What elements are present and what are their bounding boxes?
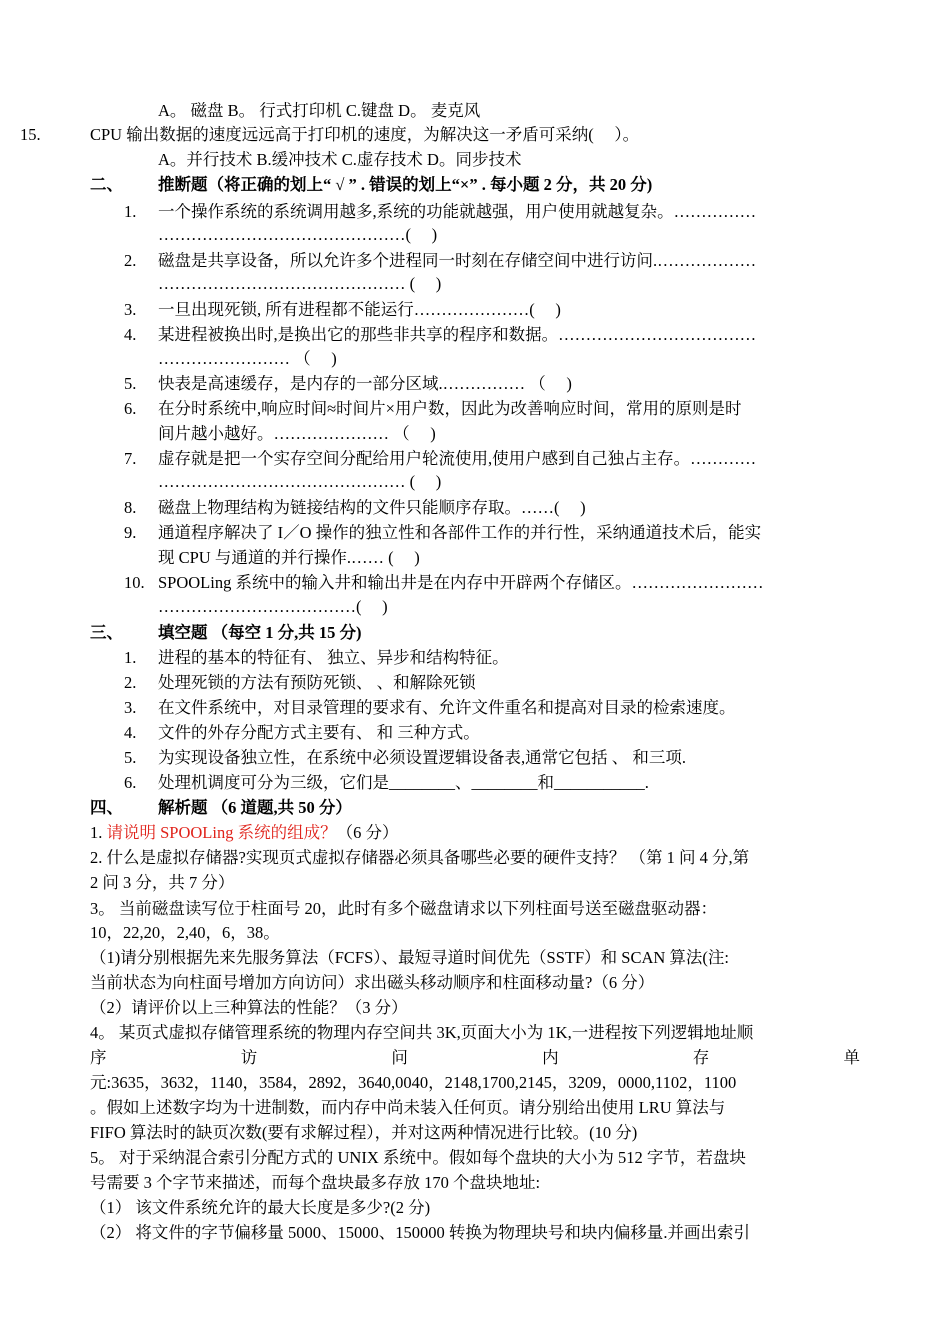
analysis4-word: 存 [692, 1048, 710, 1067]
q15-options: A。并行技术 B.缓冲技术 C.虚存技术 D。同步技术 [158, 150, 522, 169]
judge5-number: 5. [124, 374, 137, 393]
judge2-line1: 磁盘是共享设备，所以允许多个进程同一时刻在存储空间中进行访问.……………… [158, 251, 757, 270]
judge10-line2: ………………………………( ) [158, 597, 388, 616]
judge7-line2: ……………………………………… ( ) [158, 472, 442, 491]
judge9-line2: 现 CPU 与通道的并行操作.…… ( ) [158, 548, 420, 567]
analysis3-line2: 10，22,20，2,40，6，38。 [90, 923, 280, 942]
fill5-number: 5. [124, 748, 137, 767]
analysis4-line4: 。假如上述数字均为十进制数，而内存中尚未装入任何页。请分别给出使用 LRU 算法与 [90, 1098, 726, 1117]
judge1-line1: 一个操作系统的系统调用越多,系统的功能就越强，用户使用就越复杂。…………… [158, 202, 757, 221]
analysis4-word: 序 [90, 1048, 107, 1067]
q15-number: 15. [20, 125, 41, 144]
analysis4-line2 [90, 1047, 860, 1069]
section2-title: 推断题（将正确的划上“ √ ” . 错误的划上“×” . 每小题 2 分，共 20 分) [158, 175, 653, 194]
fill5-text: 为实现设备独立性，在系统中必须设置逻辑设备表,通常它包括 、 和三项. [158, 748, 686, 767]
judge7-number: 7. [124, 449, 137, 468]
analysis4-word: 访 [240, 1048, 258, 1067]
judge9-number: 9. [124, 523, 137, 542]
fill4-text: 文件的外存分配方式主要有、 和 三种方式。 [158, 723, 480, 742]
analysis2-line2: 2 问 3 分，共 7 分） [90, 873, 235, 892]
fill2-number: 2. [124, 673, 137, 692]
analysis1-question: 请说明 SPOOLing 系统的组成？ [106, 823, 337, 842]
judge4-line2: …………………… （ ) [158, 349, 337, 368]
q15-text: CPU 输出数据的速度远远高于打印机的速度，为解决这一矛盾可采纳( ）。 [90, 125, 640, 144]
analysis2-line1: 2. 什么是虚拟存储器?实现页式虚拟存储器必须具备哪些必要的硬件支持？ （第 1 问 4 分,第 [90, 848, 750, 867]
section4-number: 四、 [90, 798, 123, 817]
analysis3-line4: 当前状态为向柱面号增加方向访问）求出磁头移动顺序和柱面移动量?（6 分） [90, 973, 655, 992]
fill4-number: 4. [124, 723, 137, 742]
analysis1 [90, 822, 398, 844]
judge7-line1: 虚存就是把一个实存空间分配给用户轮流使用,使用户感到自己独占主存。………… [158, 449, 757, 468]
analysis5-line1: 5。 对于采纳混合索引分配方式的 UNIX 系统中。假如每个盘块的大小为 512 字节，若盘块 [90, 1148, 746, 1167]
section4-title: 解析题 （6 道题,共 50 分） [158, 798, 352, 817]
analysis5-line3: （1） 该文件系统允许的最大长度是多少?(2 分) [90, 1198, 431, 1217]
judge10-number: 10. [124, 573, 145, 592]
judge4-line1: 某进程被换出时,是换出它的那些非共享的程序和数据。……………………………… [158, 325, 757, 344]
judge8-line1: 磁盘上物理结构为链接结构的文件只能顺序存取。……( ) [158, 498, 586, 517]
analysis3-line3: （1)请分别根据先来先服务算法（FCFS）、最短寻道时间优先（SSTF）和 SCAN 算法(注: [90, 948, 729, 967]
judge6-number: 6. [124, 399, 137, 418]
section3-title: 填空题 （每空 1 分,共 15 分) [158, 623, 362, 642]
section3-number: 三、 [90, 623, 123, 642]
analysis4-word: 单 [843, 1048, 860, 1067]
fill1-number: 1. [124, 648, 137, 667]
analysis1-score: （6 分） [336, 823, 399, 842]
fill6-text: 处理机调度可分为三级，它们是________、________和___________. [158, 773, 649, 792]
judge3-number: 3. [124, 300, 137, 319]
judge2-line2: ……………………………………… ( ) [158, 274, 442, 293]
analysis5-line4: （2） 将文件的字节偏移量 5000、15000、150000 转换为物理块号和块内偏移量.并画出索引 [90, 1223, 750, 1242]
analysis3-line1: 3。 当前磁盘读写位于柱面号 20，此时有多个磁盘请求以下列柱面号送至磁盘驱动器： [90, 899, 717, 918]
analysis4-word: 问 [391, 1048, 408, 1067]
analysis4-line3: 元:3635，3632，1140，3584，2892，3640,0040，2148,1700,2145，3209，0000,1102，1100 [90, 1073, 737, 1092]
judge9-line1: 通道程序解决了 I／O 操作的独立性和各部件工作的并行性，采纳通道技术后，能实 [158, 523, 762, 542]
judge1-number: 1. [124, 202, 137, 221]
section2-number: 二、 [90, 175, 123, 194]
judge6-line1: 在分时系统中,响应时间≈时间片×用户数，因此为改善响应时间，常用的原则是时 [158, 399, 742, 418]
analysis4-line1: 4。 某页式虚拟存储管理系统的物理内存空间共 3K,页面大小为 1K,一进程按下列逻辑地址顺 [90, 1023, 754, 1042]
analysis5-line2: 号需要 3 个字节来描述，而每个盘块最多存放 170 个盘块地址: [90, 1173, 541, 1192]
judge8-number: 8. [124, 498, 137, 517]
judge4-number: 4. [124, 325, 137, 344]
fill3-number: 3. [124, 698, 137, 717]
analysis3-line5: （2）请评价以上三种算法的性能？（3 分） [90, 998, 408, 1017]
judge10-line1: SPOOLing 系统中的输入井和输出井是在内存中开辟两个存储区。…………………… [158, 573, 764, 592]
judge6-line2: 间片越小越好。………………… （ ) [158, 424, 436, 443]
fill2-text: 处理死锁的方法有预防死锁、 、和解除死锁 [158, 673, 476, 692]
judge5-line1: 快表是高速缓存，是内存的一部分区域.…………… （ ) [158, 374, 572, 393]
fill1-text: 进程的基本的特征有、 独立、异步和结构特征。 [158, 648, 509, 667]
q14-options: A。 磁盘 B。 行式打印机 C.键盘 D。 麦克风 [158, 101, 481, 120]
judge1-line2: ………………………………………( ) [158, 225, 438, 244]
analysis4-line5: FIFO 算法时的缺页次数(要有求解过程），并对这两种情况进行比较。(10 分) [90, 1123, 638, 1142]
fill6-number: 6. [124, 773, 137, 792]
analysis1-number: 1. [90, 823, 103, 842]
judge3-line1: 一旦出现死锁, 所有进程都不能运行…………………( ) [158, 300, 561, 319]
fill3-text: 在文件系统中，对目录管理的要求有、允许文件重名和提高对目录的检索速度。 [158, 698, 736, 717]
judge2-number: 2. [124, 251, 137, 270]
analysis4-word: 内 [542, 1048, 559, 1067]
